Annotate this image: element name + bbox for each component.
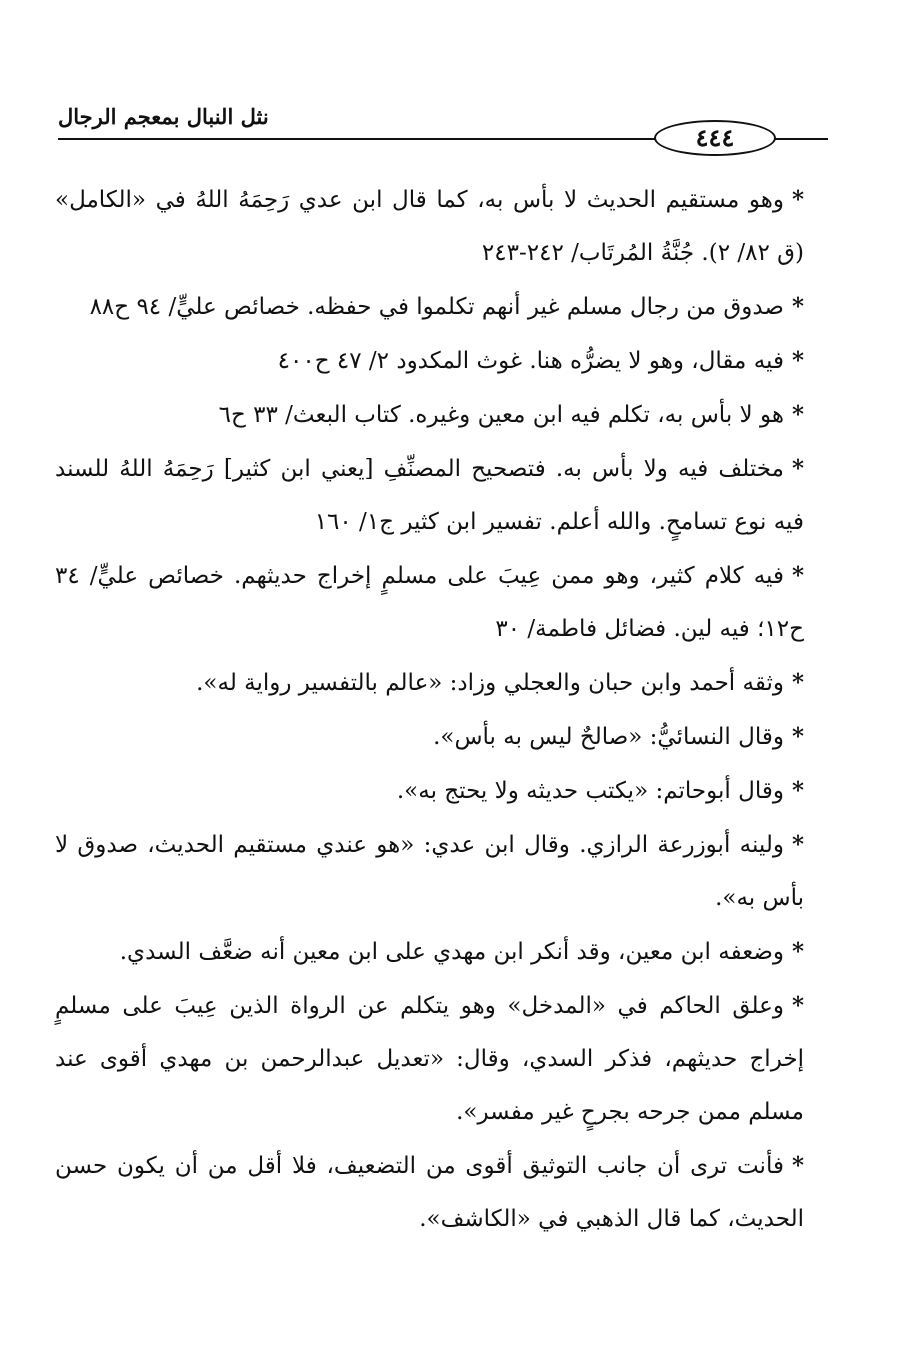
bullet-asterisk: *	[791, 938, 804, 965]
bullet-asterisk: *	[791, 186, 804, 213]
bullet-asterisk: *	[791, 455, 804, 482]
paragraph-text: وقال النسائيُّ: «صالحٌ ليس به بأس».	[433, 724, 784, 750]
bullet-asterisk: *	[791, 347, 804, 374]
paragraph	[55, 334, 830, 388]
paragraph	[55, 388, 830, 442]
bullet-asterisk: *	[791, 562, 804, 589]
page-header	[58, 100, 828, 162]
paragraph-text: وعلق الحاكم في «المدخل» وهو يتكلم عن الرواة الذين عِيبَ على مسلمٍ إخراج حديثهم، فذكر السدي، وقال: «تعديل عبدالرحمن بن مهدي أقوى عند مسلم ممن جرحه بجرحٍ غير مفسر».	[55, 993, 804, 1125]
bullet-asterisk: *	[791, 831, 804, 858]
paragraph-text: وضعفه ابن معين، وقد أنكر ابن مهدي على ابن معين أنه ضعَّف السدي.	[119, 939, 784, 965]
page-number: ٤٤٤	[654, 120, 776, 156]
paragraph	[55, 173, 830, 280]
paragraph-text: صدوق من رجال مسلم غير أنهم تكلموا في حفظه. خصائص عليٍّ/ ٩٤ ح٨٨	[89, 294, 784, 320]
paragraph	[55, 818, 830, 925]
bullet-asterisk: *	[791, 1152, 804, 1179]
bullet-asterisk: *	[791, 401, 804, 428]
paragraph-text: وهو مستقيم الحديث لا بأس به، كما قال ابن عدي رَحِمَهُ اللهُ في «الكامل» (ق ٨٢/ ٢). جُنَّةُ المُرتَاب/ ٢٤٢-٢٤٣	[55, 187, 804, 266]
bullet-asterisk: *	[791, 723, 804, 750]
paragraph-text: هو لا بأس به، تكلم فيه ابن معين وغيره. كتاب البعث/ ٣٣ ح٦	[218, 402, 784, 428]
paragraph	[55, 1139, 830, 1246]
paragraph	[55, 764, 830, 818]
bullet-asterisk: *	[791, 669, 804, 696]
paragraph-text: وثقه أحمد وابن حبان والعجلي وزاد: «عالم بالتفسير رواية له».	[196, 670, 784, 696]
paragraph	[55, 979, 830, 1139]
paragraph-text: وقال أبوحاتم: «يكتب حديثه ولا يحتج به».	[396, 778, 784, 804]
paragraph-text: فيه مقال، وهو لا يضرُّه هنا. غوث المكدود ٢/ ٤٧ ح٤٠٠	[277, 348, 784, 374]
bullet-asterisk: *	[791, 293, 804, 320]
bullet-asterisk: *	[791, 992, 804, 1019]
book-title: نثل النبال بمعجم الرجال	[58, 104, 269, 129]
paragraph-text: مختلف فيه ولا بأس به. فتصحيح المصنِّفِ [يعني ابن كثير] رَحِمَهُ اللهُ للسند فيه نوع تسامحٍ. والله أعلم. تفسير ابن كثير ج١/ ١٦٠	[55, 456, 804, 535]
bullet-asterisk: *	[791, 777, 804, 804]
paragraph	[55, 710, 830, 764]
paragraph	[55, 656, 830, 710]
paragraph-text: فأنت ترى أن جانب التوثيق أقوى من التضعيف، فلا أقل من أن يكون حسن الحديث، كما قال الذهبي في «الكاشف».	[55, 1153, 804, 1232]
paragraph	[55, 442, 830, 549]
paragraph	[55, 549, 830, 656]
paragraph-text: فيه كلام كثير، وهو ممن عِيبَ على مسلمٍ إخراج حديثهم. خصائص عليٍّ/ ٣٤ ح١٢؛ فيه لين. فضائل فاطمة/ ٣٠	[55, 563, 804, 642]
paragraph	[55, 925, 830, 979]
paragraph-text: ولينه أبوزرعة الرازي. وقال ابن عدي: «هو عندي مستقيم الحديث، صدوق لا بأس به».	[55, 832, 804, 911]
page-body	[55, 173, 830, 1246]
paragraph	[55, 280, 830, 334]
